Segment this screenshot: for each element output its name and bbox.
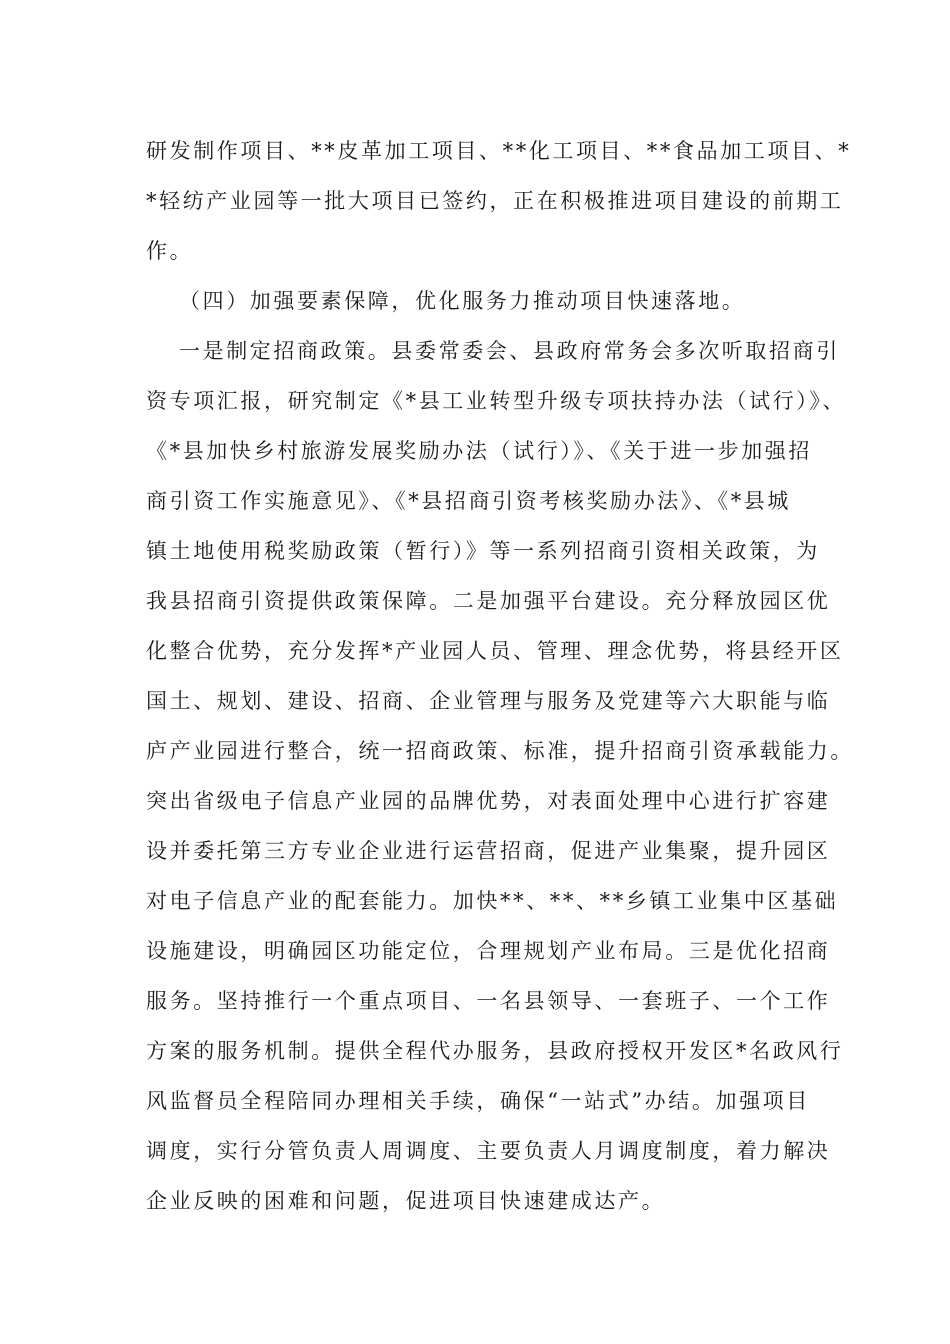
body-text-line: 企业反映的困难和问题，促进项目快速建成达产。 [146, 1189, 666, 1213]
body-text-line: 化整合优势，充分发挥*产业园人员、管理、理念优势，将县经开区 [146, 639, 844, 663]
section-heading: （四）加强要素保障，优化服务力推动项目快速落地。 [179, 289, 746, 313]
body-text-line: 对电子信息产业的配套能力。加快**、**、**乡镇工业集中区基础 [146, 889, 839, 913]
body-text-line: *轻纺产业园等一批大项目已签约，正在积极推进项目建设的前期工 [146, 189, 844, 213]
body-text-line: 研发制作项目、**皮革加工项目、**化工项目、**食品加工项目、* [146, 139, 852, 163]
body-text-line: 调度，实行分管负责人周调度、主要负责人月调度制度，着力解决 [146, 1139, 831, 1163]
body-text-line: 庐产业园进行整合，统一招商政策、标准，提升招商引资承载能力。 [146, 739, 854, 763]
body-text-line: 国土、规划、建设、招商、企业管理与服务及党建等六大职能与临 [146, 689, 831, 713]
body-text-line: 方案的服务机制。提供全程代办服务，县政府授权开发区*名政风行 [146, 1039, 844, 1063]
body-text-line: 镇土地使用税奖励政策（暂行）》等一系列招商引资相关政策，为 [146, 539, 820, 563]
body-text-line: 我县招商引资提供政策保障。二是加强平台建设。充分释放园区优 [146, 589, 831, 613]
body-text-line: 作。 [146, 239, 194, 263]
body-text-line: 突出省级电子信息产业园的品牌优势，对表面处理中心进行扩容建 [146, 789, 831, 813]
body-text-line: 设施建设，明确园区功能定位，合理规划产业布局。三是优化招商 [146, 939, 831, 963]
paragraph-first-line: 一是制定招商政策。县委常委会、县政府常务会多次听取招商引 [179, 339, 840, 363]
body-text-line: 设并委托第三方专业企业进行运营招商，促进产业集聚，提升园区 [146, 839, 831, 863]
body-text-line: 资专项汇报，研究制定《*县工业转型升级专项扶持办法（试行）》、 [146, 389, 847, 413]
body-text-line: 服务。坚持推行一个重点项目、一名县领导、一套班子、一个工作 [146, 989, 831, 1013]
body-text-line: 风监督员全程陪同办理相关手续，确保“一站式”办结。加强项目 [146, 1089, 810, 1113]
body-text-line: 《*县加快乡村旅游发展奖励办法（试行）》、《关于进一步加强招 [146, 439, 812, 463]
body-text-line: 商引资工作实施意见》、《*县招商引资考核奖励办法》、《*县城 [146, 489, 791, 513]
